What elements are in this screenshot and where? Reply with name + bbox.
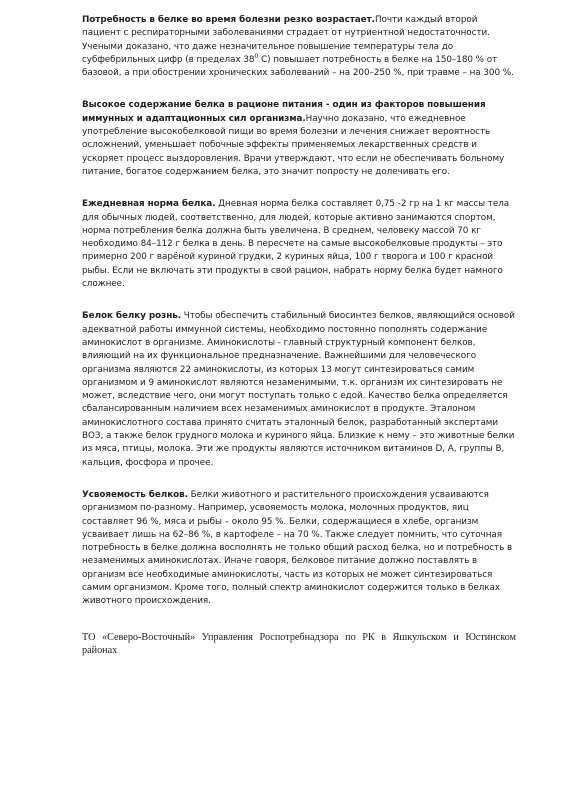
superscript-degree: 0: [254, 52, 259, 60]
paragraph-high-protein-diet: [82, 99, 516, 179]
paragraph-heading: Белок белку рознь.: [82, 311, 182, 322]
paragraph-protein-differences: [82, 310, 516, 470]
paragraph-heading: Потребность в белке во время болезни резко возрастает.: [82, 15, 375, 25]
paragraph-heading: Ежедневная норма белка.: [82, 199, 216, 210]
paragraph-heading: Высокое содержание белка в рационе питания - один из факторов повышения иммунных и адаптационных сил организма.: [82, 100, 486, 124]
author-footer: ТО «Северо-Восточный» Управления Роспотребнадзора по РК в Яшкульском и Юстинском районах: [82, 632, 516, 656]
document-body: [82, 14, 516, 628]
paragraph-text-continued: С) повышает потребность в белке на 150–180 % от базовой, а при обострении хронических заболеваний – на 200–250 %, при травме – на 300 %.: [82, 54, 514, 79]
paragraph-text: Почти каждый второй пациент с респираторными заболеваниями страдает от нутриентной недостаточности. Учеными доказано, что даже незначительное повышение температуры тела до субфебрильных цифр (в пределах 38: [82, 15, 490, 65]
paragraph-daily-norm: [82, 198, 516, 291]
paragraph-protein-need-illness: [82, 14, 516, 80]
paragraph-protein-digestibility: [82, 489, 516, 609]
paragraph-text: Научно доказано, что ежедневное употребление высокобелковой пищи во время болезни и лечения снижает вероятность осложнений, уменьшает побочные эффекты применяемых лекарственных средств и ускоряет процесс выздоровления. Врачи утверждают, что если не обеспечивать больному питание, богатое содержанием белка, это значит попросту не долечивать его.: [82, 113, 505, 177]
paragraph-text: Дневная норма белка составляет 0,75 -2 гр на 1 кг массы тела для обычных людей, соответственно, для людей, которые активно занимаются спортом, норма потребления белка должна быть увеличена. В среднем, человеку массой 70 кг необходимо 84–112 г белка в день. В пересчете на самые высокобелковые продукты – это примерно 200 г варёной куриной грудки, 2 куриных яйца, 100 г творога и 100 г красной рыбы. Если не включать эти продукты в свой рацион, набрать норму белка будет намного сложнее.: [82, 199, 510, 290]
paragraph-text: Чтобы обеспечить стабильный биосинтез белков, являющийся основой адекватной работы иммунной системы, необходимо постоянно пополнять содержание аминокислот в организме. Аминокислоты - главный структурный компонент белков, влияющий на их функциональное предназначение. Важнейшими для человеческого организма являются 22 аминокислоты, из которых 13 могут синтезироваться самим организмом и 9 аминокислот являются незаменимыми, т.к. организм их синтезировать не может, вследствие чего, они могут поступать только с едой. Качество белка определяется сбалансированным наличием всех незаменимых аминокислот в продукте. Эталоном аминокислотного состава принято считать эталонный белок, разработанный экспертами ВОЗ, а также белок грудного молока и куриного яйца. Близкие к нему – это животные белки из мяса, птицы, молока. Эти же продукты являются источником витаминов D, A, группы В, кальция, фосфора и прочее.: [82, 311, 515, 468]
paragraph-heading: Усвояемость белков.: [82, 489, 188, 500]
paragraph-text: Белки животного и растительного происхождения усваиваются организмом по-разному. Например, усвояемость молока, молочных продуктов, яиц составляет 96 %, мяса и рыбы – около 95 %. Белки, содержащиеся в хлебе, организм усваивает лишь на 62–86 %, в картофеле – на 70 %. Также следует помнить, что суточная потребность в белке должна восполнять не только общий расход белка, но и потребность в незаменимых аминокислотах. Иначе говоря, белковое питание должно поставлять в организм все необходимые аминокислоты, часть из которых не может синтезироваться самим организмом. Кроме того, полный спектр аминокислот содержится только в белках животного происхождения.: [82, 489, 513, 607]
